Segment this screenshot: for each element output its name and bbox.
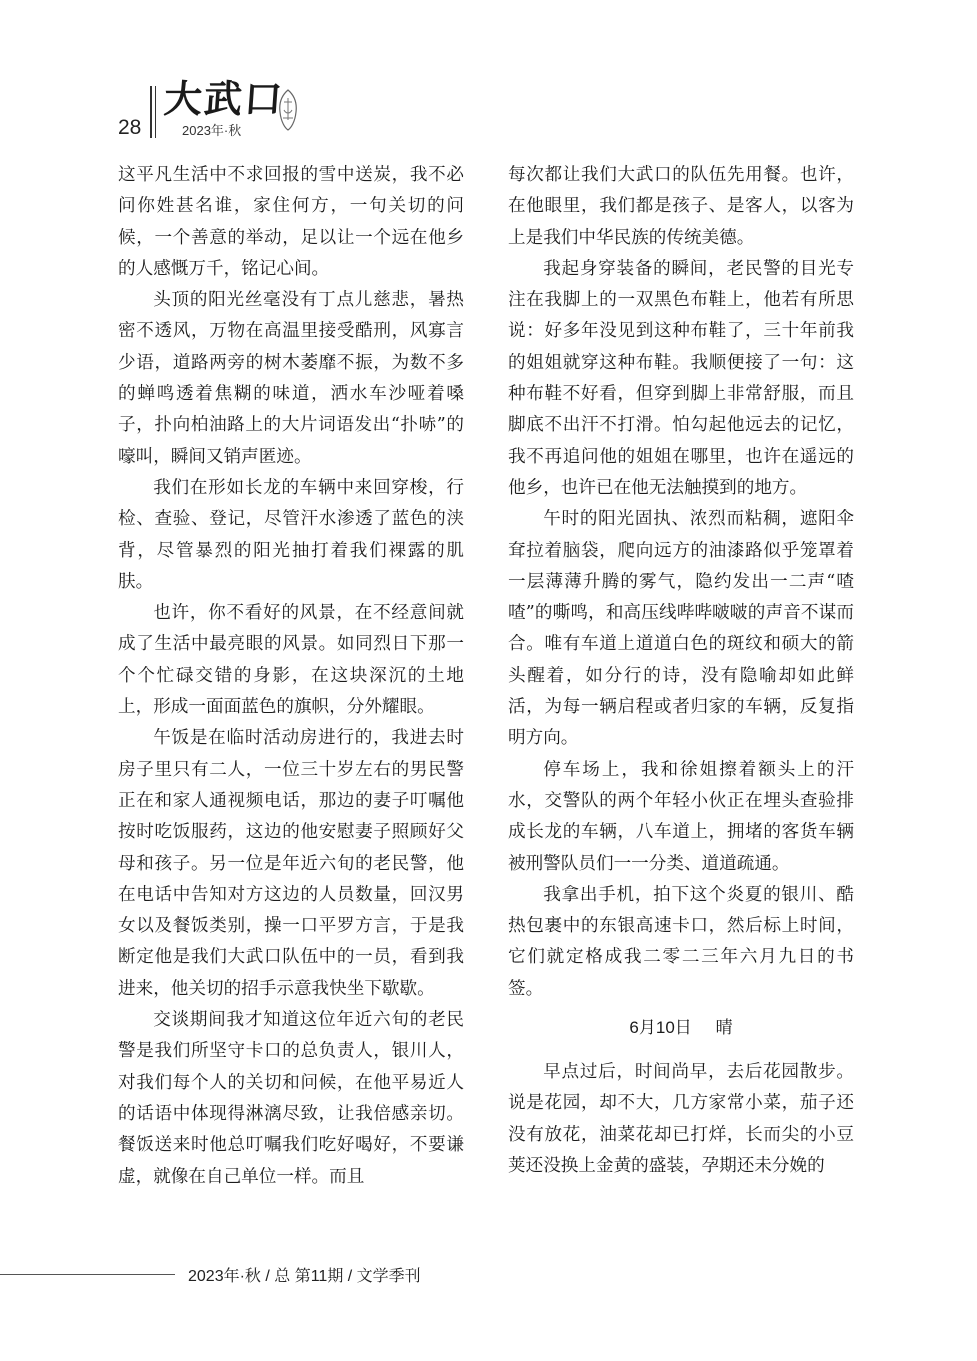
- issue-label: 2023年·秋: [182, 123, 242, 138]
- magazine-title: 大武口: [162, 76, 286, 121]
- paragraph: 午饭是在临时活动房进行的，我进去时房子里只有二人，一位三十岁左右的男民警正在和家人通视频电话，那边的妻子叮嘱他按时吃饭服药，这边的他安慰妻子照顾好父母和孩子。另一位是年近六旬的老民警，他在电话中告知对方这边的人员数量，回汉男女以及餐饭类别，操一口平罗方言，于是我断定他是我们大武口队伍中的一员，看到我进来，他关切的招手示意我快坐下歇歇。: [118, 728, 464, 999]
- paragraph: 早点过后，时间尚早，去后花园散步。说是花园，却不大，几方家常小菜，茄子还没有放花，油菜花却已打烊，长而尖的小豆荚还没换上金黄的盛装，孕期还未分娩的: [508, 1062, 854, 1176]
- paragraph: 交谈期间我才知道这位年近六旬的老民警是我们所坚守卡口的总负责人，银川人，对我们每个人的关切和问候，在他平易近人的话语中体现得淋漓尽致，让我倍感亲切。餐饭送来时他总叮嘱我们吃好喝好，不要谦虚，就像在自己单位一样。而且: [118, 1010, 464, 1187]
- paragraph: 午时的阳光固执、浓烈而粘稠，遮阳伞耷拉着脑袋，爬向远方的油漆路似乎笼罩着一层薄薄升腾的雾气，隐约发出一二声“喳喳”的嘶鸣，和高压线哔哔啵啵的声音不谋而合。唯有车道上道道白色的斑纹和硕大的箭头醒着，如分行的诗，没有隐喻却如此鲜活，为每一辆启程或者归家的车辆，反复指明方向。: [508, 509, 854, 749]
- paragraph: 头顶的阳光丝毫没有丁点儿慈悲，暑热密不透风，万物在高温里接受酷刑，风寡言少语，道路两旁的树木萎靡不振，为数不多的蝉鸣透着焦糊的味道，洒水车沙哑着嗓子，扑向柏油路上的大片词语发出“扑哧”的嚎叫，瞬间又销声匿迹。: [118, 290, 464, 467]
- paragraph: 我拿出手机，拍下这个炎夏的银川、酷热包裹中的东银高速卡口，然后标上时间，它们就定格成我二零二三年六月九日的书签。: [508, 884, 854, 999]
- right-column-top: [508, 160, 854, 1005]
- paragraph: 停车场上，我和徐姐擦着额头上的汗水，交警队的两个年轻小伙正在埋头查验排成长龙的车辆，八车道上，拥堵的客货车辆被刑警队员们一一分类、道道疏通。: [508, 759, 854, 874]
- date-heading-date: 6月10日: [629, 1018, 692, 1038]
- footer-rule: [0, 1274, 175, 1275]
- date-heading: [508, 1005, 854, 1057]
- seal-emblem-icon: [276, 88, 300, 132]
- right-column-bottom: [508, 1057, 854, 1182]
- date-heading-weather: 晴: [715, 1018, 733, 1038]
- paragraph: 这平凡生活中不求回报的雪中送炭，我不必问你姓甚名谁，家住何方，一句关切的问候，一个善意的举动，足以让一个远在他乡的人感慨万千，铭记心间。: [118, 165, 464, 279]
- page-number: 28: [118, 116, 142, 139]
- header-divider: [150, 86, 152, 138]
- right-column: [508, 160, 854, 1182]
- header-divider-thin: [155, 86, 156, 138]
- paragraph: 我们在形如长龙的车辆中来回穿梭，行检、查验、登记，尽管汗水渗透了蓝色的浃背，尽管暴烈的阳光抽打着我们裸露的肌肤。: [118, 477, 464, 592]
- paragraph: 也许，你不看好的风景，在不经意间就成了生活中最亮眼的风景。如同烈日下那一个个忙碌交错的身影，在这块深沉的土地上，形成一面面蓝色的旗帜，分外耀眼。: [118, 603, 464, 718]
- footer-text: 2023年·秋 / 总 第11期 / 文学季刊: [188, 1268, 421, 1285]
- paragraph: 我起身穿装备的瞬间，老民警的目光专注在我脚上的一双黑色布鞋上，他若有所思说：好多年没见到这种布鞋了，三十年前我的姐姐就穿这种布鞋。我顺便接了一句：这种布鞋不好看，但穿到脚上非常舒服，而且脚底不出汗不打滑。怕勾起他远去的记忆，我不再追问他的姐姐在哪里，也许在遥远的他乡，也许已在他无法触摸到的地方。: [508, 258, 854, 498]
- paragraph: 每次都让我们大武口的队伍先用餐。也许，在他眼里，我们都是孩子、是客人，以客为上是我们中华民族的传统美德。: [508, 165, 854, 248]
- left-column: [118, 160, 464, 1193]
